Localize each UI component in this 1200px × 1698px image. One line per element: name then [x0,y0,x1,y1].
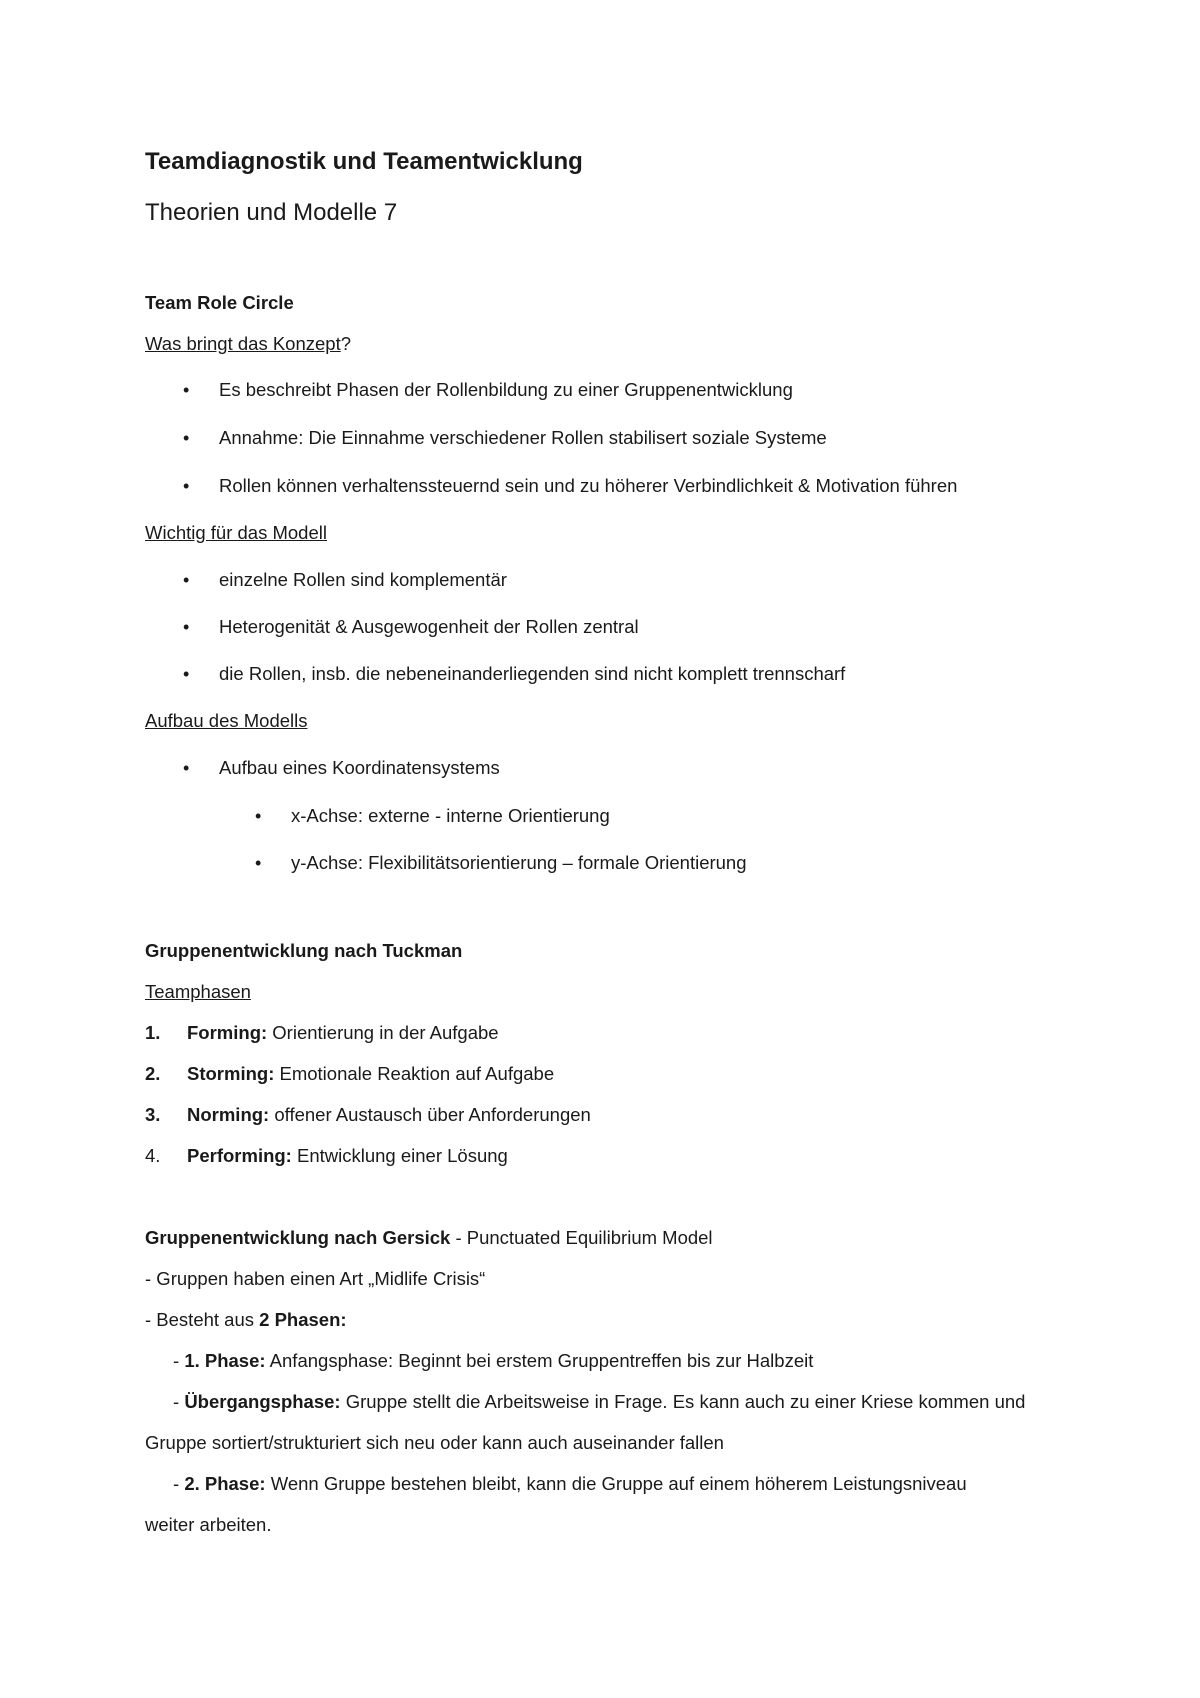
term: Forming: [187,1022,268,1043]
dash-prefix: - [173,1391,185,1412]
subheading-was-bringt [145,332,351,356]
list-item [187,1103,591,1127]
list-item: Rollen können verhaltenssteuernd sein und zu höherer Verbindlichkeit & Motivation führen [219,475,958,496]
subheading-suffix: ? [340,333,352,354]
dash-text: Gruppe stellt die Arbeitsweise in Frage. Es kann auch zu einer Kriese kommen und [340,1391,1026,1412]
bullet-icon: • [183,380,190,400]
list-item: Annahme: Die Einnahme verschiedener Rollen stabilisert soziale Systeme [219,427,827,448]
list-item [187,1021,499,1045]
list-item [187,1062,554,1086]
dash-bold: 1. Phase: [184,1350,266,1371]
term-text: Entwicklung einer Lösung [291,1145,508,1166]
list-item: die Rollen, insb. die nebeneinanderliegenden sind nicht komplett trennscharf [219,663,846,684]
dash-prefix: - [173,1473,185,1494]
subheading-teamphasen: Teamphasen [145,981,251,1002]
document-subtitle: Theorien und Modelle 7 [145,199,398,226]
dash-item: - Gruppen haben einen Art „Midlife Crisis“ [145,1268,486,1289]
list-number: 1. [145,1022,161,1043]
bullet-icon: • [183,664,190,684]
section-heading-gersick [145,1226,713,1250]
section-heading-tuckman: Gruppenentwicklung nach Tuckman [145,940,463,961]
paragraph-continuation: weiter arbeiten. [145,1514,272,1535]
dash-bold: Übergangsphase: [184,1391,341,1412]
term: Norming: [187,1104,270,1125]
list-number: 4. [145,1145,161,1166]
bullet-icon: • [183,758,190,778]
dash-item [145,1308,347,1332]
dash-prefix: - [173,1350,185,1371]
list-item: Heterogenität & Ausgewogenheit der Rollen zentral [219,616,639,637]
bullet-icon: • [183,428,190,448]
subheading-wichtig: Wichtig für das Modell [145,522,327,543]
list-number: 3. [145,1104,161,1125]
dash-subitem [173,1349,813,1373]
dash-subitem [173,1472,967,1496]
bullet-icon: • [255,853,262,873]
list-item: einzelne Rollen sind komplementär [219,569,507,590]
term-text: offener Austausch über Anforderungen [269,1104,591,1125]
term: Storming: [187,1063,275,1084]
dash-text: Wenn Gruppe bestehen bleibt, kann die Gruppe auf einem höherem Leistungsniveau [265,1473,967,1494]
list-number: 2. [145,1063,161,1084]
dash-subitem [173,1390,1025,1414]
subheading-label: Was bringt das Konzept [145,333,341,354]
bullet-icon: • [183,476,190,496]
bullet-icon: • [183,570,190,590]
dash-text: Anfangsphase: Beginnt bei erstem Gruppentreffen bis zur Halbzeit [265,1350,814,1371]
list-item: Aufbau eines Koordinatensystems [219,757,500,778]
dash-bold: 2 Phasen: [259,1309,347,1330]
term-text: Emotionale Reaktion auf Aufgabe [274,1063,555,1084]
dash-prefix: - Besteht aus [145,1309,260,1330]
list-subitem: y-Achse: Flexibilitätsorientierung – formale Orientierung [291,852,747,873]
bullet-icon: • [255,806,262,826]
term-text: Orientierung in der Aufgabe [267,1022,499,1043]
list-item: Es beschreibt Phasen der Rollenbildung zu einer Gruppenentwicklung [219,379,793,400]
dash-bold: 2. Phase: [184,1473,266,1494]
subheading-aufbau: Aufbau des Modells [145,710,308,731]
heading-rest: - Punctuated Equilibrium Model [450,1227,713,1248]
list-item [187,1144,508,1168]
paragraph-continuation: Gruppe sortiert/strukturiert sich neu oder kann auch auseinander fallen [145,1432,724,1453]
term: Performing: [187,1145,292,1166]
section-heading-team-role-circle: Team Role Circle [145,292,294,313]
heading-bold: Gruppenentwicklung nach Gersick [145,1227,451,1248]
document-title: Teamdiagnostik und Teamentwicklung [145,148,583,175]
bullet-icon: • [183,617,190,637]
list-subitem: x-Achse: externe - interne Orientierung [291,805,610,826]
